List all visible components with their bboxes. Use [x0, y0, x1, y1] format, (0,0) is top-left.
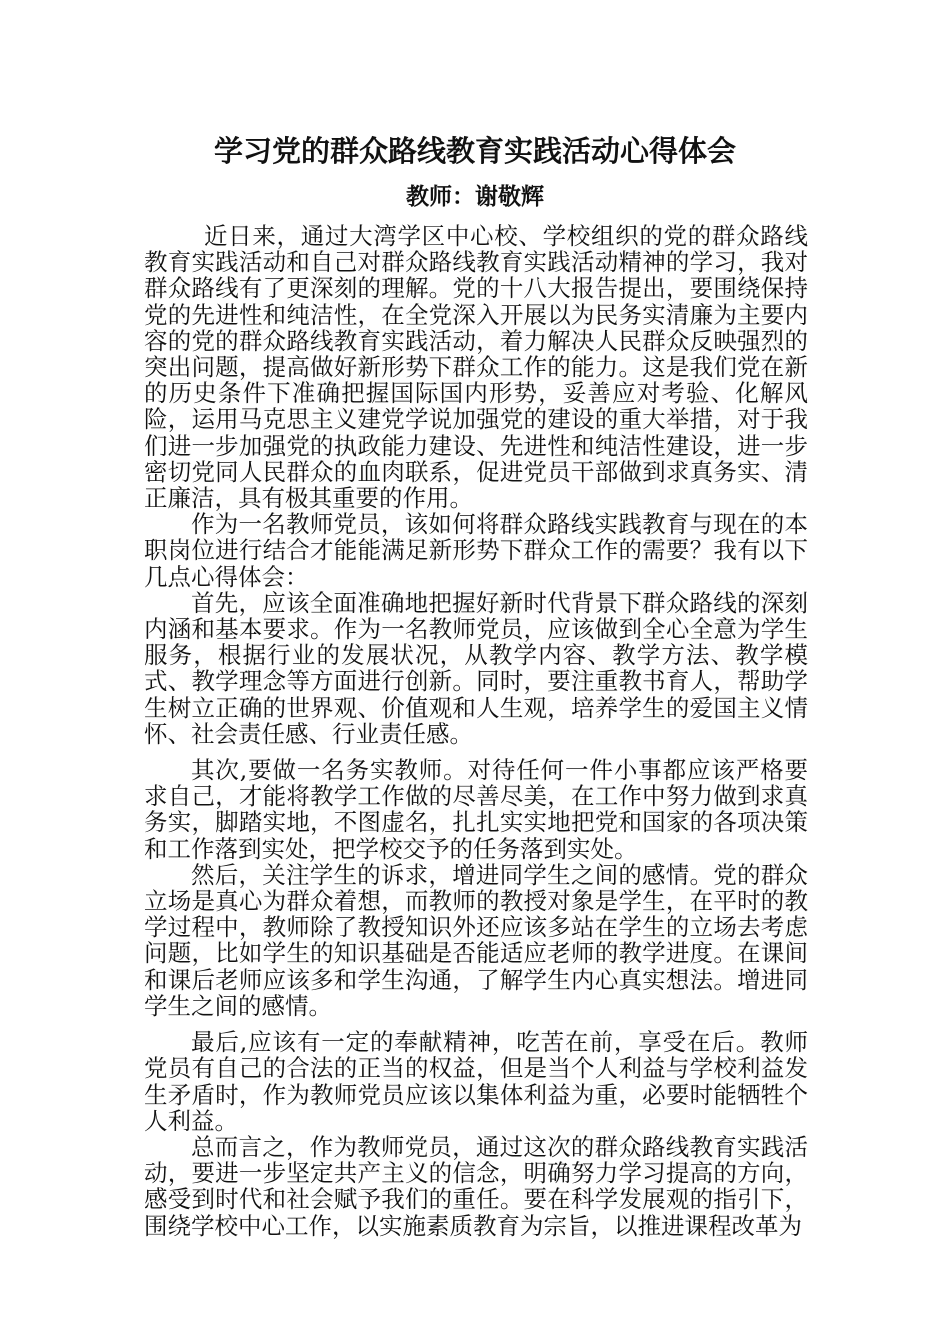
document-title: 学习党的群众路线教育实践活动心得体会 [213, 134, 736, 168]
paragraph-question: 作为一名教师党员，该如何将群众路线实践教育与现在的本职岗位进行结合才能能满足新形势下群众工作的需要？我有以下几点心得体会： [144, 510, 808, 591]
paragraph-intro: 近日来，通过大湾学区中心校、学校组织的党的群众路线教育实践活动和自己对群众路线教育实践活动精神的学习，我对群众路线有了更深刻的理解。党的十八大报告提出，要围绕保持党的先进性和纯洁性，在全党深入开展以为民务实清廉为主要内容的党的群众路线教育实践活动，着力解决人民群众反映强烈的突出问题，提高做好新形势下群众工作的能力。这是我们党在新的历史条件下准确把握国际国内形势，妥善应对考验、化解风险，运用马克思主义建党学说加强党的建设的重大举措，对于我们进一步加强党的执政能力建设、先进性和纯洁性建设，进一步密切党同人民群众的血肉联系，促进党员干部做到求真务实、清正廉洁，具有极其重要的作用。 [144, 222, 808, 513]
paragraph-fourth-point: 最后,应该有一定的奉献精神，吃苦在前，享受在后。教师党员有自己的合法的正当的权益，但是当个人利益与学校利益发生矛盾时，作为教师党员应该以集体利益为重，必要时能牺牲个人利益。 [144, 1028, 808, 1135]
paragraph-second-point: 其次,要做一名务实教师。对待任何一件小事都应该严格要求自己，才能将教学工作做的尽善尽美，在工作中努力做到求真务实，脚踏实地，不图虚名，扎扎实实地把党和国家的各项决策和工作落到实处，把学校交予的任务落到实处。 [144, 756, 808, 863]
paragraph-first-point: 首先，应该全面准确地把握好新时代背景下群众路线的深刻内涵和基本要求。作为一名教师党员，应该做到全心全意为学生服务，根据行业的发展状况，从教学内容、教学方法、教学模式、教学理念等方面进行创新。同时，要注重教书育人，帮助学生树立正确的世界观、价值观和人生观，培养学生的爱国主义情怀、社会责任感、行业责任感。 [144, 588, 808, 748]
document-author: 教师：谢敬辉 [406, 183, 544, 210]
paragraph-conclusion: 总而言之，作为教师党员，通过这次的群众路线教育实践活动，要进一步坚定共产主义的信念，明确努力学习提高的方向，感受到时代和社会赋予我们的重任。要在科学发展观的指引下，围绕学校中心工作，以实施素质教育为宗旨，以推进课程改革为 [144, 1132, 808, 1240]
paragraph-third-point: 然后，关注学生的诉求，增进同学生之间的感情。党的群众立场是真心为群众着想，而教师的教授对象是学生，在平时的教学过程中，教师除了教授知识外还应该多站在学生的立场去考虑问题，比如学生的知识基础是否能适应老师的教学进度。在课间和课后老师应该多和学生沟通，了解学生内心真实想法。增进同学生之间的感情。 [144, 860, 808, 1020]
document-body [144, 223, 808, 1239]
